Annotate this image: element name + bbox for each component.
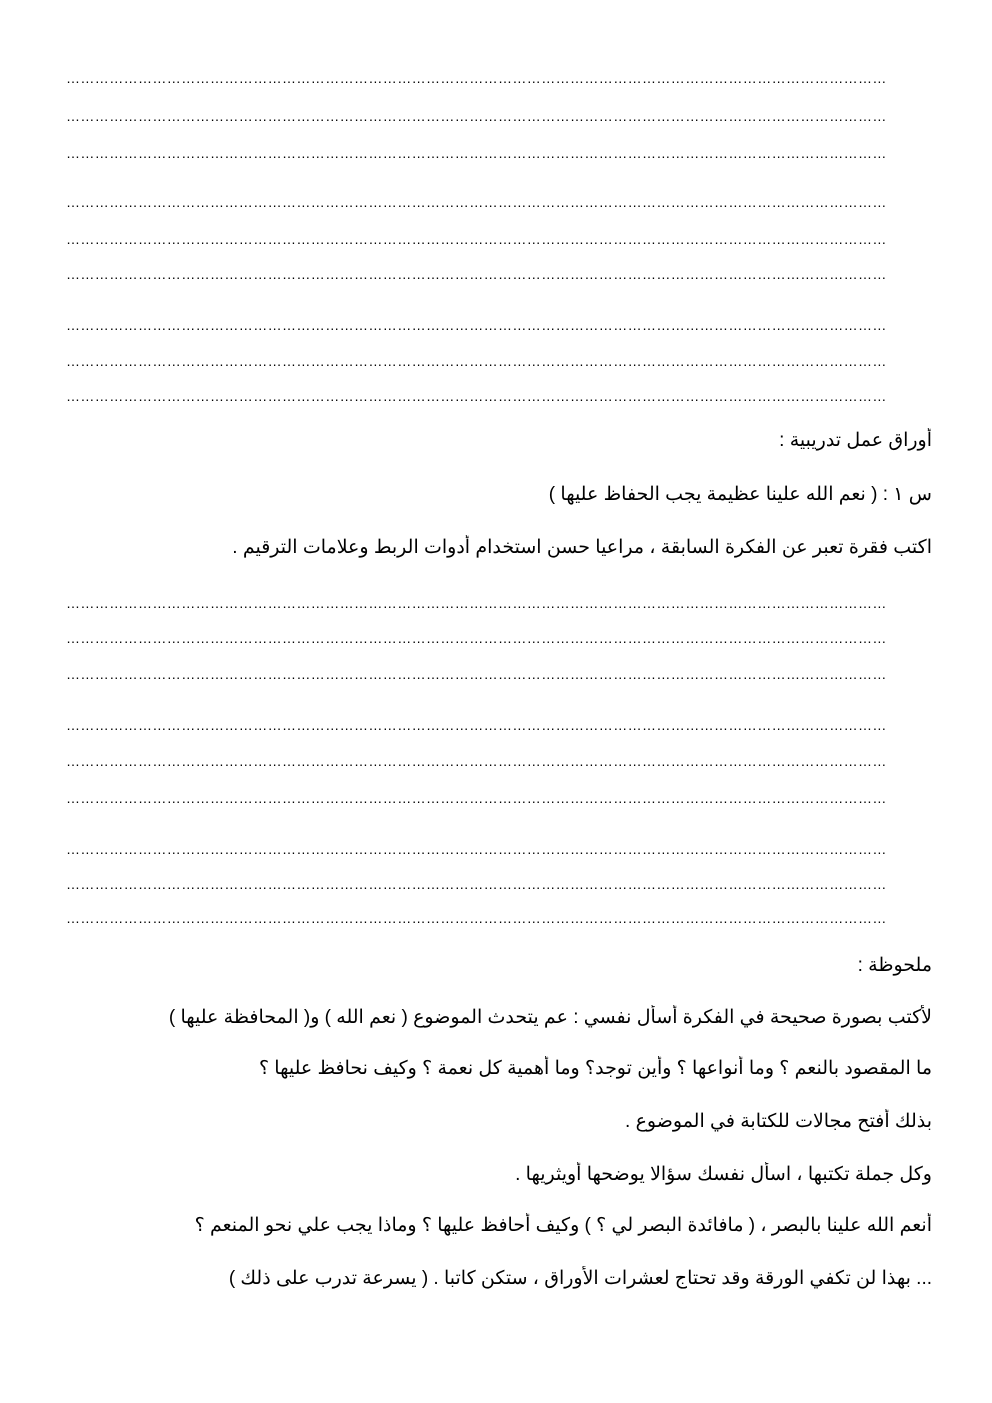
writing-line: ……………………………………………………………………………………………………………………………………………………… — [66, 268, 887, 280]
writing-line: ……………………………………………………………………………………………………………………………………………………… — [66, 72, 887, 84]
note-line: أنعم الله علينا بالبصر ، ( مافائدة البصر لي ؟ ) وكيف أحافظ عليها ؟ وماذا يجب علي نحو المنعم ؟ — [194, 1215, 932, 1236]
note-line: ... بهذا لن تكفي الورقة وقد تحتاج لعشرات الأوراق ، ستكن كاتبا . ( يسرعة تدرب على ذلك ) — [228, 1268, 932, 1289]
writing-line: ……………………………………………………………………………………………………………………………………………………… — [66, 355, 887, 367]
writing-line: ……………………………………………………………………………………………………………………………………………………… — [66, 147, 887, 159]
writing-line: ……………………………………………………………………………………………………………………………………………………… — [66, 233, 887, 245]
writing-line: ……………………………………………………………………………………………………………………………………………………… — [66, 319, 887, 331]
writing-line: ……………………………………………………………………………………………………………………………………………………… — [66, 196, 887, 208]
note-line: وكل جملة تكتبها ، اسأل نفسك سؤالا يوضحها أويثريها . — [515, 1164, 932, 1185]
writing-line: ……………………………………………………………………………………………………………………………………………………… — [66, 597, 887, 609]
note-line: لأكتب بصورة صحيحة في الفكرة أسأل نفسي : عم يتحدث الموضوع ( نعم الله ) و( المحافظة عليها ) — [168, 1007, 932, 1028]
writing-line: ……………………………………………………………………………………………………………………………………………………… — [66, 755, 887, 767]
note-line: بذلك أفتح مجالات للكتابة في الموضوع . — [625, 1111, 932, 1132]
writing-line: ……………………………………………………………………………………………………………………………………………………… — [66, 843, 887, 855]
note-heading: ملحوظة : — [857, 955, 932, 976]
instruction-text: اكتب فقرة تعبر عن الفكرة السابقة ، مراعيا حسن استخدام أدوات الربط وعلامات الترقيم . — [232, 537, 932, 558]
writing-line: ……………………………………………………………………………………………………………………………………………………… — [66, 878, 887, 890]
question-text: س ١ : ( نعم الله علينا عظيمة يجب الحفاظ عليها ) — [548, 484, 932, 505]
writing-line: ……………………………………………………………………………………………………………………………………………………… — [66, 390, 887, 402]
writing-line: ……………………………………………………………………………………………………………………………………………………… — [66, 668, 887, 680]
writing-line: ……………………………………………………………………………………………………………………………………………………… — [66, 632, 887, 644]
writing-line: ……………………………………………………………………………………………………………………………………………………… — [66, 912, 887, 924]
worksheet-heading: أوراق عمل تدريبية : — [779, 430, 932, 451]
note-line: ما المقصود بالنعم ؟ وما أنواعها ؟ وأين توجد؟ وما أهمية كل نعمة ؟ وكيف نحافظ عليها ؟ — [258, 1058, 932, 1079]
writing-line: ……………………………………………………………………………………………………………………………………………………… — [66, 110, 887, 122]
writing-line: ……………………………………………………………………………………………………………………………………………………… — [66, 719, 887, 731]
writing-line: ……………………………………………………………………………………………………………………………………………………… — [66, 792, 887, 804]
